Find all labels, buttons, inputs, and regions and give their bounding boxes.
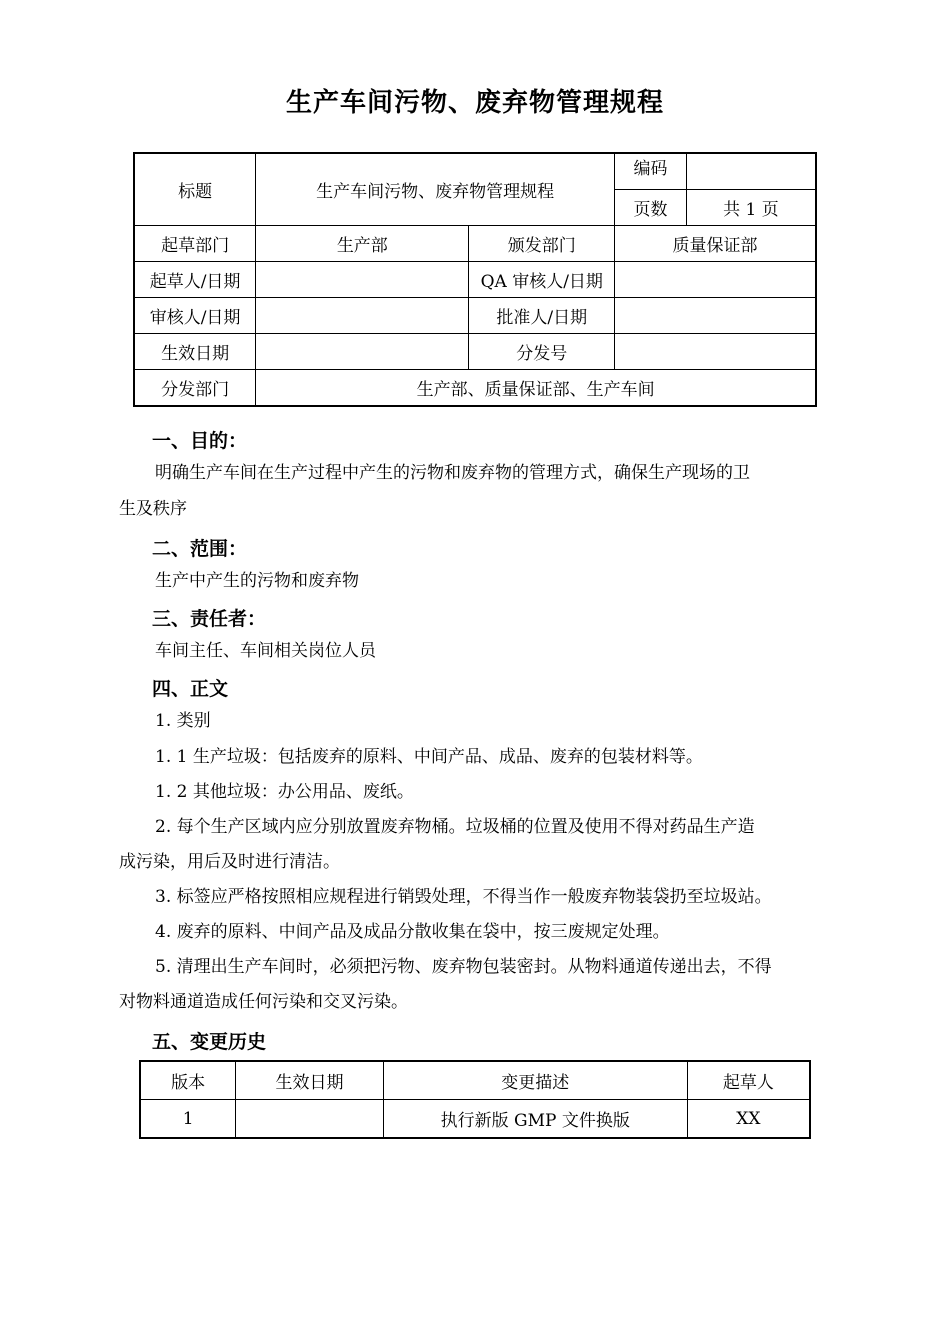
purpose-text-line2: 生及秩序 bbox=[119, 499, 187, 519]
reviewer-value bbox=[256, 298, 469, 334]
history-heading: 五、变更历史 bbox=[152, 1031, 267, 1053]
responsibility-text: 车间主任、车间相关岗位人员 bbox=[155, 641, 376, 661]
history-header-description: 变更描述 bbox=[383, 1061, 687, 1100]
pages-label: 页数 bbox=[615, 190, 687, 226]
draft-dept-label: 起草部门 bbox=[134, 226, 256, 262]
approver-label: 批准人/日期 bbox=[469, 298, 615, 334]
title-label: 标题 bbox=[134, 153, 256, 226]
body-item-1-2: 1. 2 其他垃圾：办公用品、废纸。 bbox=[155, 782, 414, 802]
history-header-drafter: 起草人 bbox=[687, 1061, 810, 1100]
purpose-text-line1: 明确生产车间在生产过程中产生的污物和废弃物的管理方式，确保生产现场的卫 bbox=[155, 463, 750, 483]
code-value bbox=[686, 153, 816, 190]
body-item-4: 4. 废弃的原料、中间产品及成品分散收集在袋中，按三废规定处理。 bbox=[155, 922, 670, 942]
history-drafter-cell: XX bbox=[687, 1100, 810, 1139]
approver-value bbox=[615, 298, 816, 334]
history-header-effective-date: 生效日期 bbox=[236, 1061, 384, 1100]
effective-date-label: 生效日期 bbox=[134, 334, 256, 370]
history-description-cell: 执行新版 GMP 文件换版 bbox=[383, 1100, 687, 1139]
dist-no-value bbox=[615, 334, 816, 370]
history-version-cell: 1 bbox=[140, 1100, 236, 1139]
reviewer-label: 审核人/日期 bbox=[134, 298, 256, 334]
body-item-2-line1: 2. 每个生产区域内应分别放置废弃物桶。垃圾桶的位置及使用不得对药品生产造 bbox=[155, 817, 755, 837]
dist-no-label: 分发号 bbox=[469, 334, 615, 370]
body-item-3: 3. 标签应严格按照相应规程进行销毁处理，不得当作一般废弃物装袋扔至垃圾站。 bbox=[155, 887, 772, 907]
issue-dept-label: 颁发部门 bbox=[469, 226, 615, 262]
drafter-label: 起草人/日期 bbox=[134, 262, 256, 298]
document-info-table bbox=[133, 152, 817, 407]
draft-dept-value: 生产部 bbox=[256, 226, 469, 262]
body-heading: 四、正文 bbox=[152, 678, 229, 700]
history-date-cell bbox=[236, 1100, 384, 1139]
document-title: 生产车间污物、废弃物管理规程 bbox=[285, 88, 664, 118]
responsibility-heading: 三、责任者： bbox=[152, 608, 267, 630]
body-item-1: 1. 类别 bbox=[155, 711, 211, 731]
pages-value: 共 1 页 bbox=[686, 190, 816, 226]
title-value: 生产车间污物、废弃物管理规程 bbox=[256, 153, 615, 226]
dist-dept-value: 生产部、质量保证部、生产车间 bbox=[256, 370, 816, 407]
dist-dept-label: 分发部门 bbox=[134, 370, 256, 407]
qa-reviewer-value bbox=[615, 262, 816, 298]
code-label: 编码 bbox=[615, 153, 687, 190]
body-item-5-line1: 5. 清理出生产车间时，必须把污物、废弃物包装密封。从物料通道传递出去，不得 bbox=[155, 957, 772, 977]
issue-dept-value: 质量保证部 bbox=[615, 226, 816, 262]
body-item-2-line2: 成污染，用后及时进行清洁。 bbox=[119, 852, 340, 872]
scope-text: 生产中产生的污物和废弃物 bbox=[155, 571, 359, 591]
purpose-heading: 一、目的： bbox=[152, 430, 248, 452]
change-history-table bbox=[139, 1060, 811, 1139]
body-item-5-line2: 对物料通道造成任何污染和交叉污染。 bbox=[119, 992, 408, 1012]
history-header-version: 版本 bbox=[140, 1061, 236, 1100]
drafter-value bbox=[256, 262, 469, 298]
body-item-1-1: 1. 1 生产垃圾：包括废弃的原料、中间产品、成品、废弃的包装材料等。 bbox=[155, 747, 703, 767]
table-row bbox=[140, 1100, 810, 1139]
scope-heading: 二、范围： bbox=[152, 538, 248, 560]
effective-date-value bbox=[256, 334, 469, 370]
qa-reviewer-label: QA 审核人/日期 bbox=[469, 262, 615, 298]
